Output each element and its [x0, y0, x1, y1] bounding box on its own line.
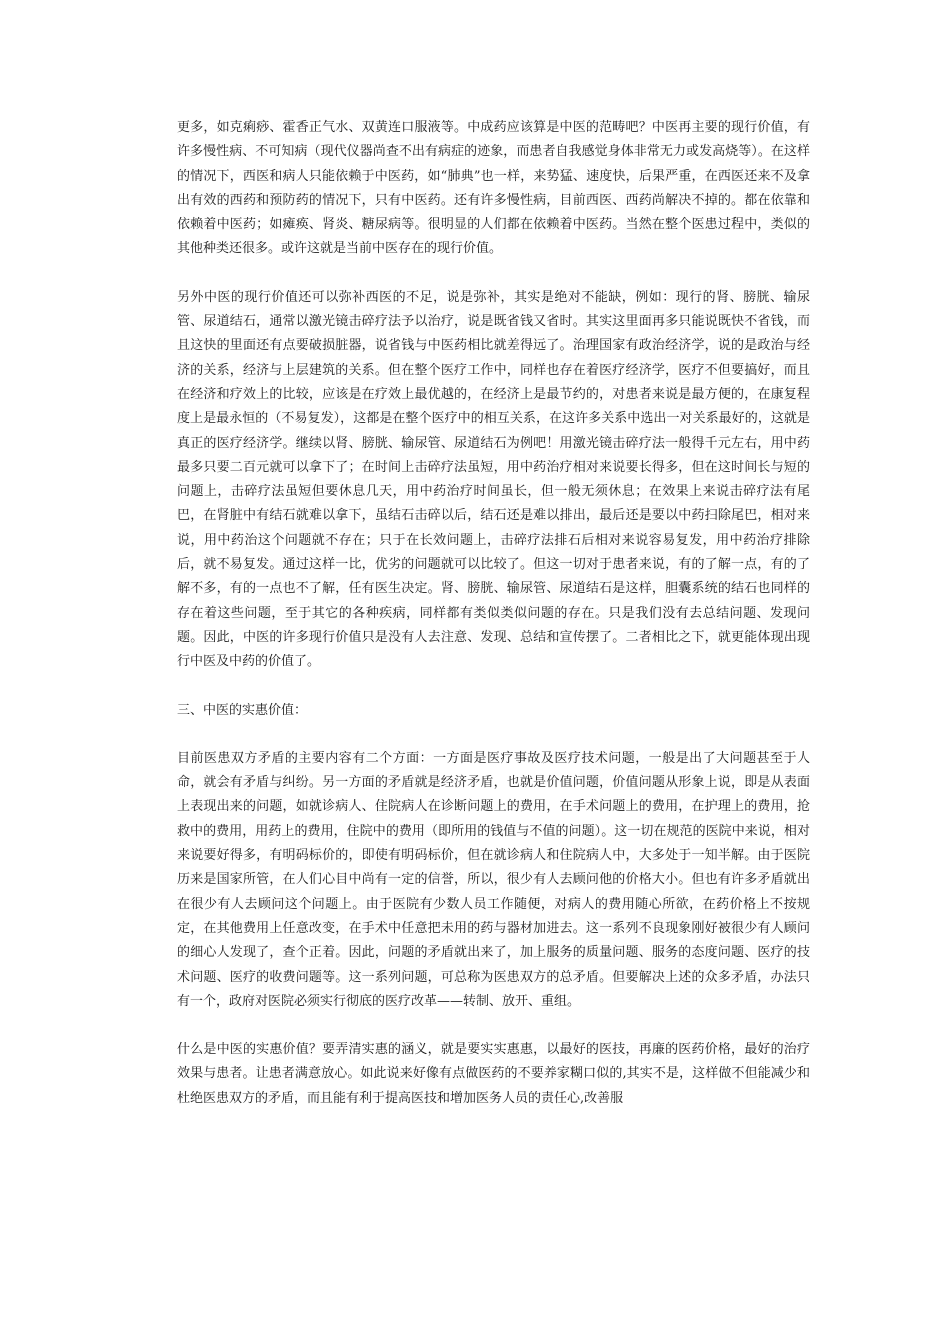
document-body	[177, 116, 810, 1135]
section-heading: 三、中医的实惠价值：	[177, 702, 308, 718]
paragraph-practical-value: 什么是中医的实惠价值？要弄清实惠的涵义，就是要实实惠惠，以最好的医技，再廉的医药价格，最好的治疗效果与患者。让患者满意放心。如此说来好像有点做医药的不要养家糊口似的,其实不是，这样做不但能减少和杜绝医患双方的矛盾，而且能有利于提高医技和增加医务人员的责任心,改善服	[177, 1042, 810, 1106]
paragraph-doctor-patient-conflict: 目前医患双方矛盾的主要内容有二个方面：一方面是医疗事故及医疗技术问题，一般是出了大问题甚至于人命，就会有矛盾与纠纷。另一方面的矛盾就是经济矛盾，也就是价值问题，价值问题从形象上说，即是从表面上表现出来的问题，如就诊病人、住院病人在诊断问题上的费用，在手术问题上的费用，在护理上的费用，抢救中的费用，用药上的费用，住院中的费用（即所用的钱值与不值的问题）。这一切在规范的医院中来说，相对来说要好得多，有明码标价的，即使有明码标价，但在就诊病人和住院病人中，大多处于一知半解。由于医院历来是国家所管，在人们心目中尚有一定的信誉，所以，很少有人去顾问他的价格大小。但也有许多矛盾就出在很少有人去顾问这个问题上。由于医院有少数人员工作随便，对病人的费用随心所欲，在药价格上不按规定，在其他费用上任意改变，在手术中任意把未用的药与器材加进去。这一系列不良现象刚好被很少有人顾问的细心人发现了，查个正着。因此，问题的矛盾就出来了，加上服务的质量问题、服务的态度问题、医疗的技术问题、医疗的收费问题等。这一系列问题，可总称为医患双方的总矛盾。但要解决上述的众多矛盾，办法只有一个，政府对医院必须实行彻底的医疗改革——转制、放开、重组。	[177, 750, 810, 1009]
paragraph-complement-western-medicine: 另外中医的现行价值还可以弥补西医的不足，说是弥补，其实是绝对不能缺，例如：现行的肾、膀胱、输尿管、尿道结石，通常以激光镜击碎疗法予以治疗，说是既省钱又省时。其实这里面再多只能说既快不省钱，而且这快的里面还有点要破损脏器，说省钱与中医药相比就差得远了。治理国家有政治经济学，说的是政治与经济的关系，经济与上层建筑的关系。但在整个医疗工作中，同样也存在着医疗经济学，医疗不但要搞好，而且在经济和疗效上的比较，应该是在疗效上最优越的，在经济上是最节约的，对患者来说是最方便的，在康复程度上是最永恒的（不易复发），这都是在整个医疗中的相互关系，在这许多关系中选出一对关系最好的，这就是真正的医疗经济学。继续以肾、膀胱、输尿管、尿道结石为例吧！用激光镜击碎疗法一般得千元左右，用中药最多只要二百元就可以拿下了；在时间上击碎疗法虽短，用中药治疗相对来说要长得多，但在这时间长与短的问题上，击碎疗法虽短但要休息几天，用中药治疗时间虽长，但一般无须休息；在效果上来说击碎疗法有尾巴，在肾脏中有结石就难以拿下，虽结石击碎以后，结石还是难以排出，最后还是要以中药扫除尾巴，相对来说，用中药治这个问题就不存在；只于在长效问题上，击碎疗法排石后相对来说容易复发，用中药治疗排除后，就不易复发。通过这样一比，优劣的问题就可以比较了。但这一切对于患者来说，有的了解一点，有的了解不多，有的一点也不了解，任有医生决定。肾、膀胱、输尿管、尿道结石是这样，胆囊系统的结石也同样的存在着这些问题，至于其它的各种疾病，同样都有类似类似问题的存在。只是我们没有去总结问题、发现问题。因此，中医的许多现行价值只是没有人去注意、发现、总结和宣传摆了。二者相比之下，就更能体现出现行中医及中药的价值了。	[177, 289, 810, 670]
paragraph-current-value: 更多，如克痢痧、霍香正气水、双黄连口服液等。中成药应该算是中医的范畴吧？中医再主要的现行价值，有许多慢性病、不可知病（现代仪器尚查不出有病症的迹象，而患者自我感觉身体非常无力或发高烧等）。在这样的情况下，西医和病人只能依赖于中医药，如“肺典”也一样，来势猛、速度快，后果严重，在西医还来不及拿出有效的西药和预防药的情况下，只有中医药。还有许多慢性病，目前西医、西药尚解决不掉的。都在依靠和依赖着中医药；如瘫痪、肾炎、糖尿病等。很明显的人们都在依赖着中医药。当然在整个医患过程中，类似的其他种类还很多。或许这就是当前中医存在的现行价值。	[177, 120, 810, 257]
